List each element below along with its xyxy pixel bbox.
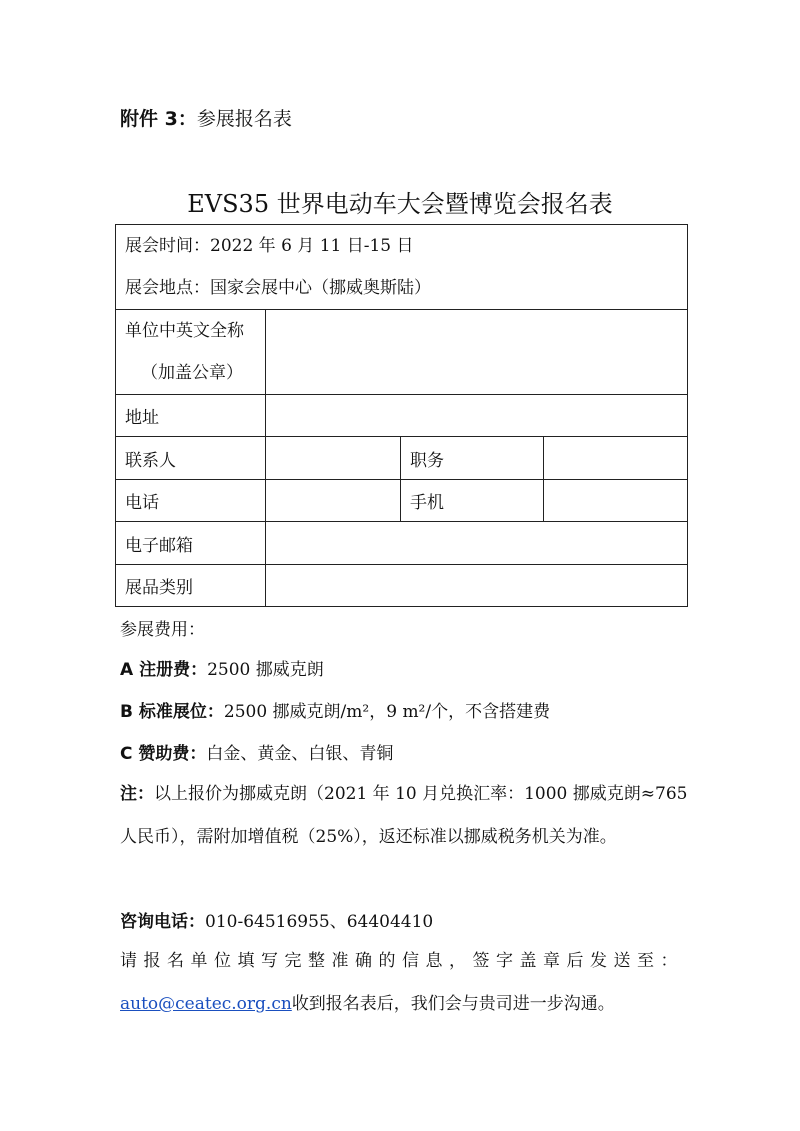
note-label: 注： xyxy=(120,784,154,804)
fee-a-value: 2500 挪威克朗 xyxy=(207,660,324,680)
company-name-label xyxy=(116,310,266,395)
attachment-heading xyxy=(120,104,292,131)
company-name-label-line1: 单位中英文全称 xyxy=(125,321,244,341)
submit-line1: 请报名单位填写完整准确的信息，签字盖章后发送至： xyxy=(120,951,684,971)
fee-b xyxy=(120,700,550,724)
position-field[interactable] xyxy=(544,437,688,480)
company-name-field[interactable] xyxy=(266,310,688,395)
address-row xyxy=(116,395,688,437)
event-time: 展会时间：2022 年 6 月 11 日-15 日 xyxy=(125,236,414,256)
position-label: 职务 xyxy=(401,437,544,480)
event-location: 展会地点：国家会展中心（挪威奥斯陆） xyxy=(125,278,431,298)
phone-field[interactable] xyxy=(266,480,401,522)
submit-line2-wrap xyxy=(120,983,690,1026)
contact-field[interactable] xyxy=(266,437,401,480)
submit-instructions xyxy=(120,940,690,1026)
registration-form-table xyxy=(115,224,688,607)
price-note xyxy=(120,773,690,859)
address-label: 地址 xyxy=(116,395,266,437)
category-row xyxy=(116,565,688,607)
attachment-label: 附件 3： xyxy=(120,108,197,130)
event-info-cell xyxy=(116,225,688,310)
mobile-field[interactable] xyxy=(544,480,688,522)
attachment-title: 参展报名表 xyxy=(196,108,292,130)
consult-phone xyxy=(120,910,433,934)
email-field[interactable] xyxy=(266,522,688,565)
consult-value: 010-64516955、64404410 xyxy=(205,912,434,932)
address-field[interactable] xyxy=(266,395,688,437)
email-label: 电子邮箱 xyxy=(116,522,266,565)
fee-b-value: 2500 挪威克朗/m²，9 m²/个，不含搭建费 xyxy=(223,702,551,722)
fee-c xyxy=(120,742,393,766)
fee-a-label: A 注册费： xyxy=(120,660,208,680)
category-label: 展品类别 xyxy=(116,565,266,607)
fee-c-value: 白金、黄金、白银、青铜 xyxy=(206,744,394,764)
event-info-row xyxy=(116,225,688,310)
category-field[interactable] xyxy=(266,565,688,607)
fee-c-label: C 赞助费： xyxy=(120,744,207,764)
company-row xyxy=(116,310,688,395)
submit-email-link[interactable]: auto@ceatec.org.cn xyxy=(120,994,292,1014)
fee-b-label: B 标准展位： xyxy=(120,702,224,722)
email-row xyxy=(116,522,688,565)
fees-heading: 参展费用： xyxy=(120,620,205,640)
mobile-label: 手机 xyxy=(401,480,544,522)
note-text: 以上报价为挪威克朗（2021 年 10 月兑换汇率：1000 挪威克朗≈765 人民币），需附加增值税（25%），返还标准以挪威税务机关为准。 xyxy=(120,784,688,847)
company-name-label-line2: （加盖公章） xyxy=(141,363,243,383)
contact-row xyxy=(116,437,688,480)
page-title: EVS35 世界电动车大会暨博览会报名表 xyxy=(187,190,613,218)
fee-a xyxy=(120,658,324,682)
contact-label: 联系人 xyxy=(116,437,266,480)
submit-line2: 收到报名表后，我们会与贵司进一步沟通。 xyxy=(291,994,615,1014)
consult-label: 咨询电话： xyxy=(120,912,205,932)
phone-row xyxy=(116,480,688,522)
phone-label: 电话 xyxy=(116,480,266,522)
